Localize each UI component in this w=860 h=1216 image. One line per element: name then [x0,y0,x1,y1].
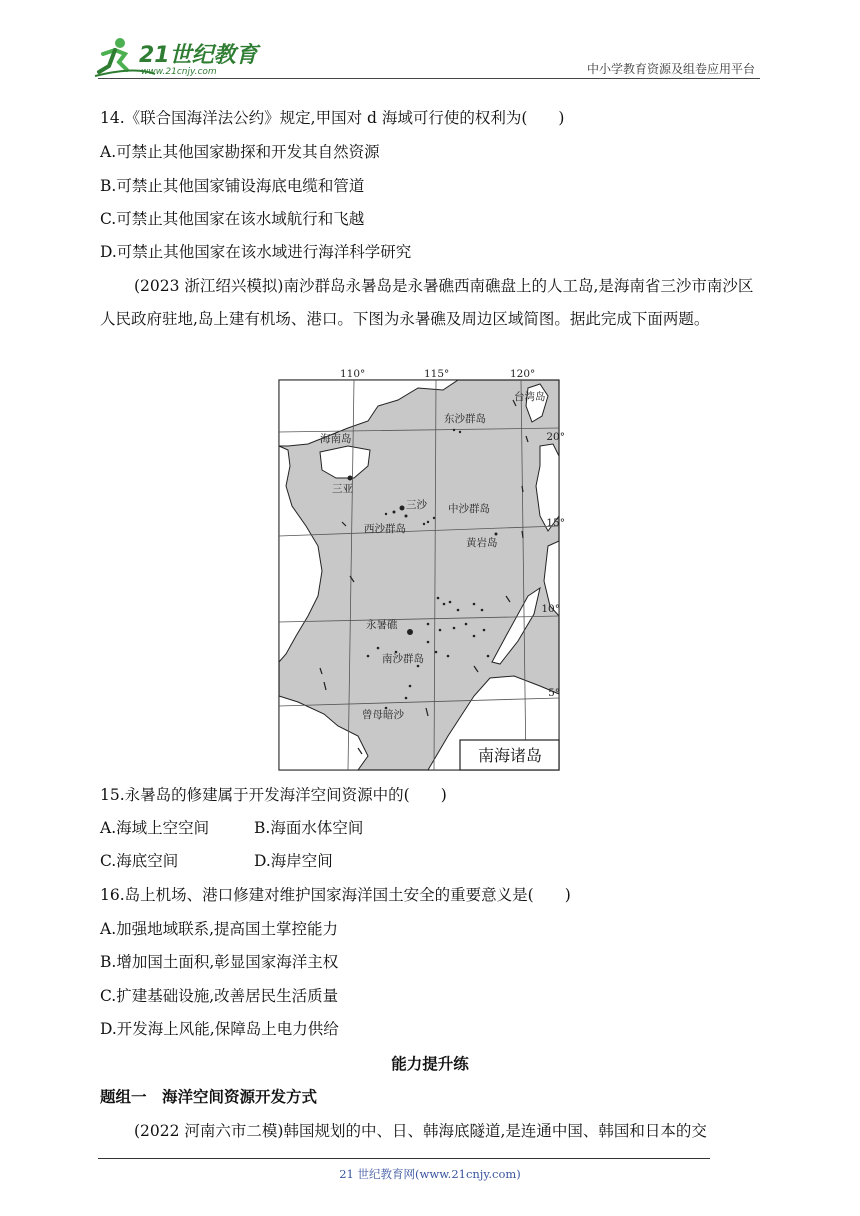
label-sansha: 三沙 [406,499,427,511]
header-divider [98,78,760,79]
q16-option-c: C.扩建基础设施,改善居民生活质量 [100,987,339,1005]
site-logo [95,36,265,78]
header-platform-text: 中小学教育资源及组卷应用平台 [586,62,755,76]
section-title: 能力提升练 [391,1055,469,1073]
label-sanya: 三亚 [332,483,353,495]
q15-option-d: D.海岸空间 [254,852,333,870]
logo-url: www.21cnjy.com [141,67,217,77]
lat-label-15: 15° [546,517,565,529]
material-paragraph-2: (2022 河南六市二模)韩国规划的中、日、韩海底隧道,是连通中国、韩国和日本的交 [134,1122,707,1140]
label-dongsha: 东沙群岛 [444,413,486,425]
group-title: 题组一 海洋空间资源开发方式 [100,1088,318,1106]
q16-option-a: A.加强地域联系,提高国土掌控能力 [100,920,339,938]
q14-stem: 14.《联合国海洋法公约》规定,甲国对 d 海域可行使的权利为( ) [100,109,565,127]
logo-text: 21世纪教育 [139,43,258,68]
q15-option-b: B.海面水体空间 [254,819,364,837]
q15-option-c: C.海底空间 [100,852,179,870]
south-china-sea-map [278,366,565,772]
label-huangyan: 黄岩岛 [466,537,498,549]
label-hainan: 海南岛 [320,433,352,445]
lon-label-115: 115° [424,368,450,380]
lat-label-10: 10° [541,603,560,615]
label-xisha: 西沙群岛 [364,523,406,535]
q14-option-a: A.可禁止其他国家勘探和开发其自然资源 [100,143,380,161]
q15-options-row-1 [100,816,363,838]
q16-stem: 16.岛上机场、港口修建对维护国家海洋国土安全的重要意义是( ) [100,886,571,904]
material-paragraph-1: (2023 浙江绍兴模拟)南沙群岛永暑岛是永暑礁西南礁盘上的人工岛,是海南省三沙市南沙区人民政府驻地,岛上建有机场、港口。下图为永暑礁及周边区域简图。据此完成下面两题。 [100,277,754,328]
label-nansha: 南沙群岛 [382,653,424,665]
lon-label-120: 120° [510,368,536,380]
label-taiwan: 台湾岛 [514,391,546,403]
q14-option-d: D.可禁止其他国家在该水域进行海洋科学研究 [100,243,412,261]
footer-divider [98,1158,710,1159]
lat-label-5: 5° [548,687,560,699]
q15-options-row-2 [100,849,333,871]
inset-title: 南海诸岛 [477,746,543,765]
q16-option-d: D.开发海上风能,保障岛上电力供给 [100,1020,339,1038]
q14-option-b: B.可禁止其他国家铺设海底电缆和管道 [100,177,365,195]
lat-label-20: 20° [546,431,565,443]
lon-label-110: 110° [340,368,366,380]
q14-option-c: C.可禁止其他国家在该水域航行和飞越 [100,210,365,228]
label-yongshu: 永暑礁 [366,619,398,631]
q15-stem: 15.永暑岛的修建属于开发海洋空间资源中的( ) [100,786,447,804]
label-zhongsha: 中沙群岛 [448,503,490,515]
footer-text: 21 世纪教育网(www.21cnjy.com) [339,1167,521,1181]
label-zengmu: 曾母暗沙 [362,709,404,721]
q15-option-a: A.海域上空空间 [100,819,210,837]
q16-option-b: B.增加国土面积,彰显国家海洋主权 [100,953,339,971]
